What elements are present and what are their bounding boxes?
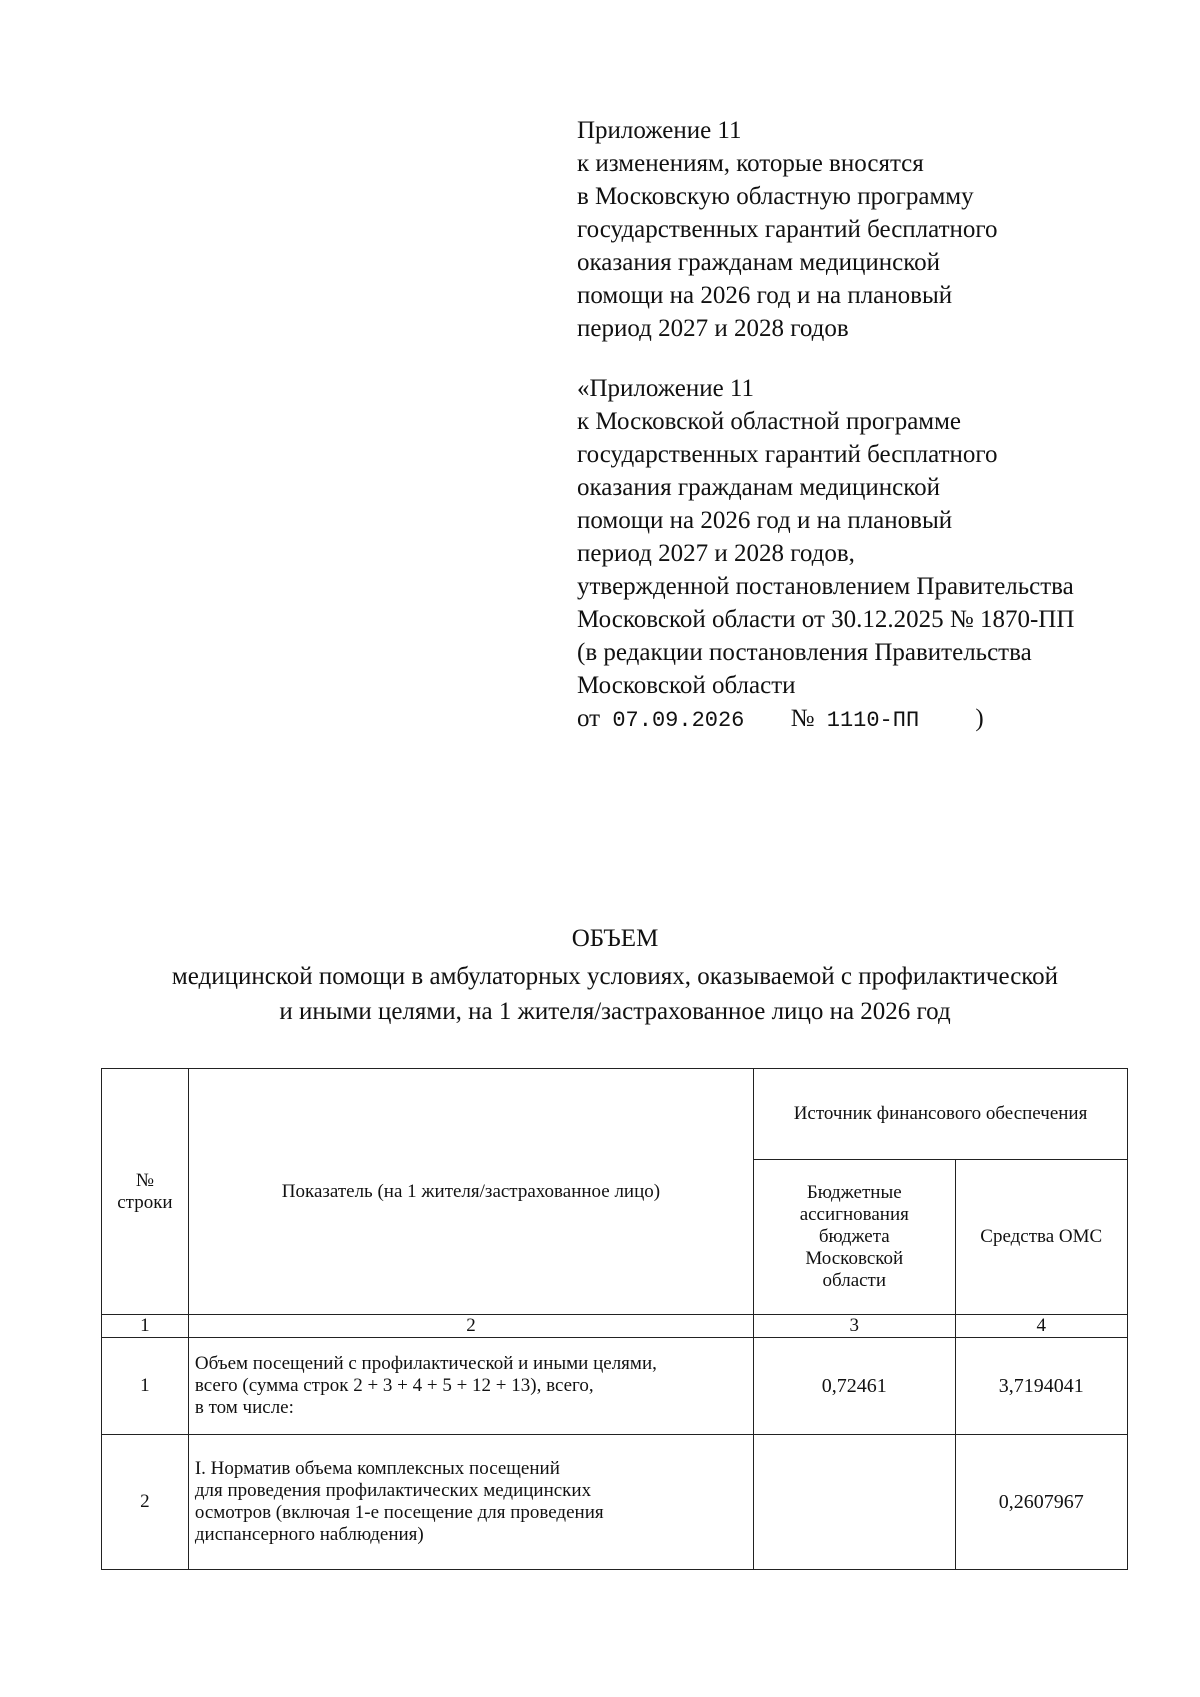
row-number: 2 xyxy=(102,1435,189,1570)
number-sign: № xyxy=(790,705,815,732)
table-header-row xyxy=(102,1069,1128,1160)
appendix-line: Московской области xyxy=(577,672,796,699)
appendix-line: помощи на 2026 год и на плановый xyxy=(577,282,953,309)
resolution-number: 1110-ПП xyxy=(826,708,920,733)
appendix-line: государственных гарантий бесплатного xyxy=(577,216,998,243)
appendix-line: к изменениям, которые вносятся xyxy=(577,150,924,177)
resolution-stamp-line xyxy=(577,702,1177,737)
stamp-prefix: от xyxy=(577,705,601,732)
column-number: 2 xyxy=(188,1315,753,1338)
appendix-reference-program xyxy=(577,372,1177,737)
appendix-line: «Приложение 11 xyxy=(577,375,755,402)
appendix-line: период 2027 и 2028 годов xyxy=(577,315,849,342)
appendix-line: оказания гражданам медицинской xyxy=(577,474,941,501)
row-oms-value: 3,7194041 xyxy=(955,1338,1128,1435)
header-oms: Средства ОМС xyxy=(955,1160,1128,1315)
appendix-line: в Московскую областную программу xyxy=(577,183,974,210)
table-row xyxy=(102,1338,1128,1435)
appendix-line: (в редакции постановления Правительства xyxy=(577,639,1032,666)
appendix-line: Московской области от 30.12.2025 № 1870-ПП xyxy=(577,606,1075,633)
row-budget-value xyxy=(754,1435,955,1570)
row-budget-value: 0,72461 xyxy=(754,1338,955,1435)
table-row xyxy=(102,1435,1128,1570)
document-title: ОБЪЕМ xyxy=(571,925,659,952)
column-number: 3 xyxy=(754,1315,955,1338)
column-number: 1 xyxy=(102,1315,189,1338)
header-funding-source: Источник финансового обеспечения xyxy=(754,1069,1128,1160)
row-indicator: Объем посещений с профилактической и иными целями, всего (сумма строк 2 + 3 + 4 + 5 + 12 + 13), всего, в том числе: xyxy=(188,1338,753,1435)
appendix-reference-changes xyxy=(577,114,1177,345)
header-indicator: Показатель (на 1 жителя/застрахованное лицо) xyxy=(188,1069,753,1315)
closing-parenthesis: ) xyxy=(975,705,984,732)
row-number: 1 xyxy=(102,1338,189,1435)
document-subtitle-line-1: медицинской помощи в амбулаторных условиях, оказываемой с профилактической xyxy=(171,963,1059,990)
header-row-number: № строки xyxy=(102,1069,189,1315)
document-subtitle-line-2: и иными целями, на 1 жителя/застрахованное лицо на 2026 год xyxy=(279,998,951,1025)
appendix-line: к Московской областной программе xyxy=(577,408,962,435)
appendix-line: помощи на 2026 год и на плановый xyxy=(577,507,953,534)
appendix-line: оказания гражданам медицинской xyxy=(577,249,941,276)
appendix-line: период 2027 и 2028 годов, xyxy=(577,540,855,567)
volume-table xyxy=(101,1068,1128,1570)
row-oms-value: 0,2607967 xyxy=(955,1435,1128,1570)
resolution-date: 07.09.2026 xyxy=(612,708,745,733)
appendix-line: утвержденной постановлением Правительства xyxy=(577,573,1074,600)
appendix-line: Приложение 11 xyxy=(577,117,742,144)
header-budget: Бюджетные ассигнования бюджета Московской области xyxy=(754,1160,955,1315)
appendix-line: государственных гарантий бесплатного xyxy=(577,441,998,468)
column-number-row xyxy=(102,1315,1128,1338)
row-indicator: I. Норматив объема комплексных посещений для проведения профилактических медицинских осмотров (включая 1-е посещение для проведения диспансерного наблюдения) xyxy=(188,1435,753,1570)
column-number: 4 xyxy=(955,1315,1128,1338)
